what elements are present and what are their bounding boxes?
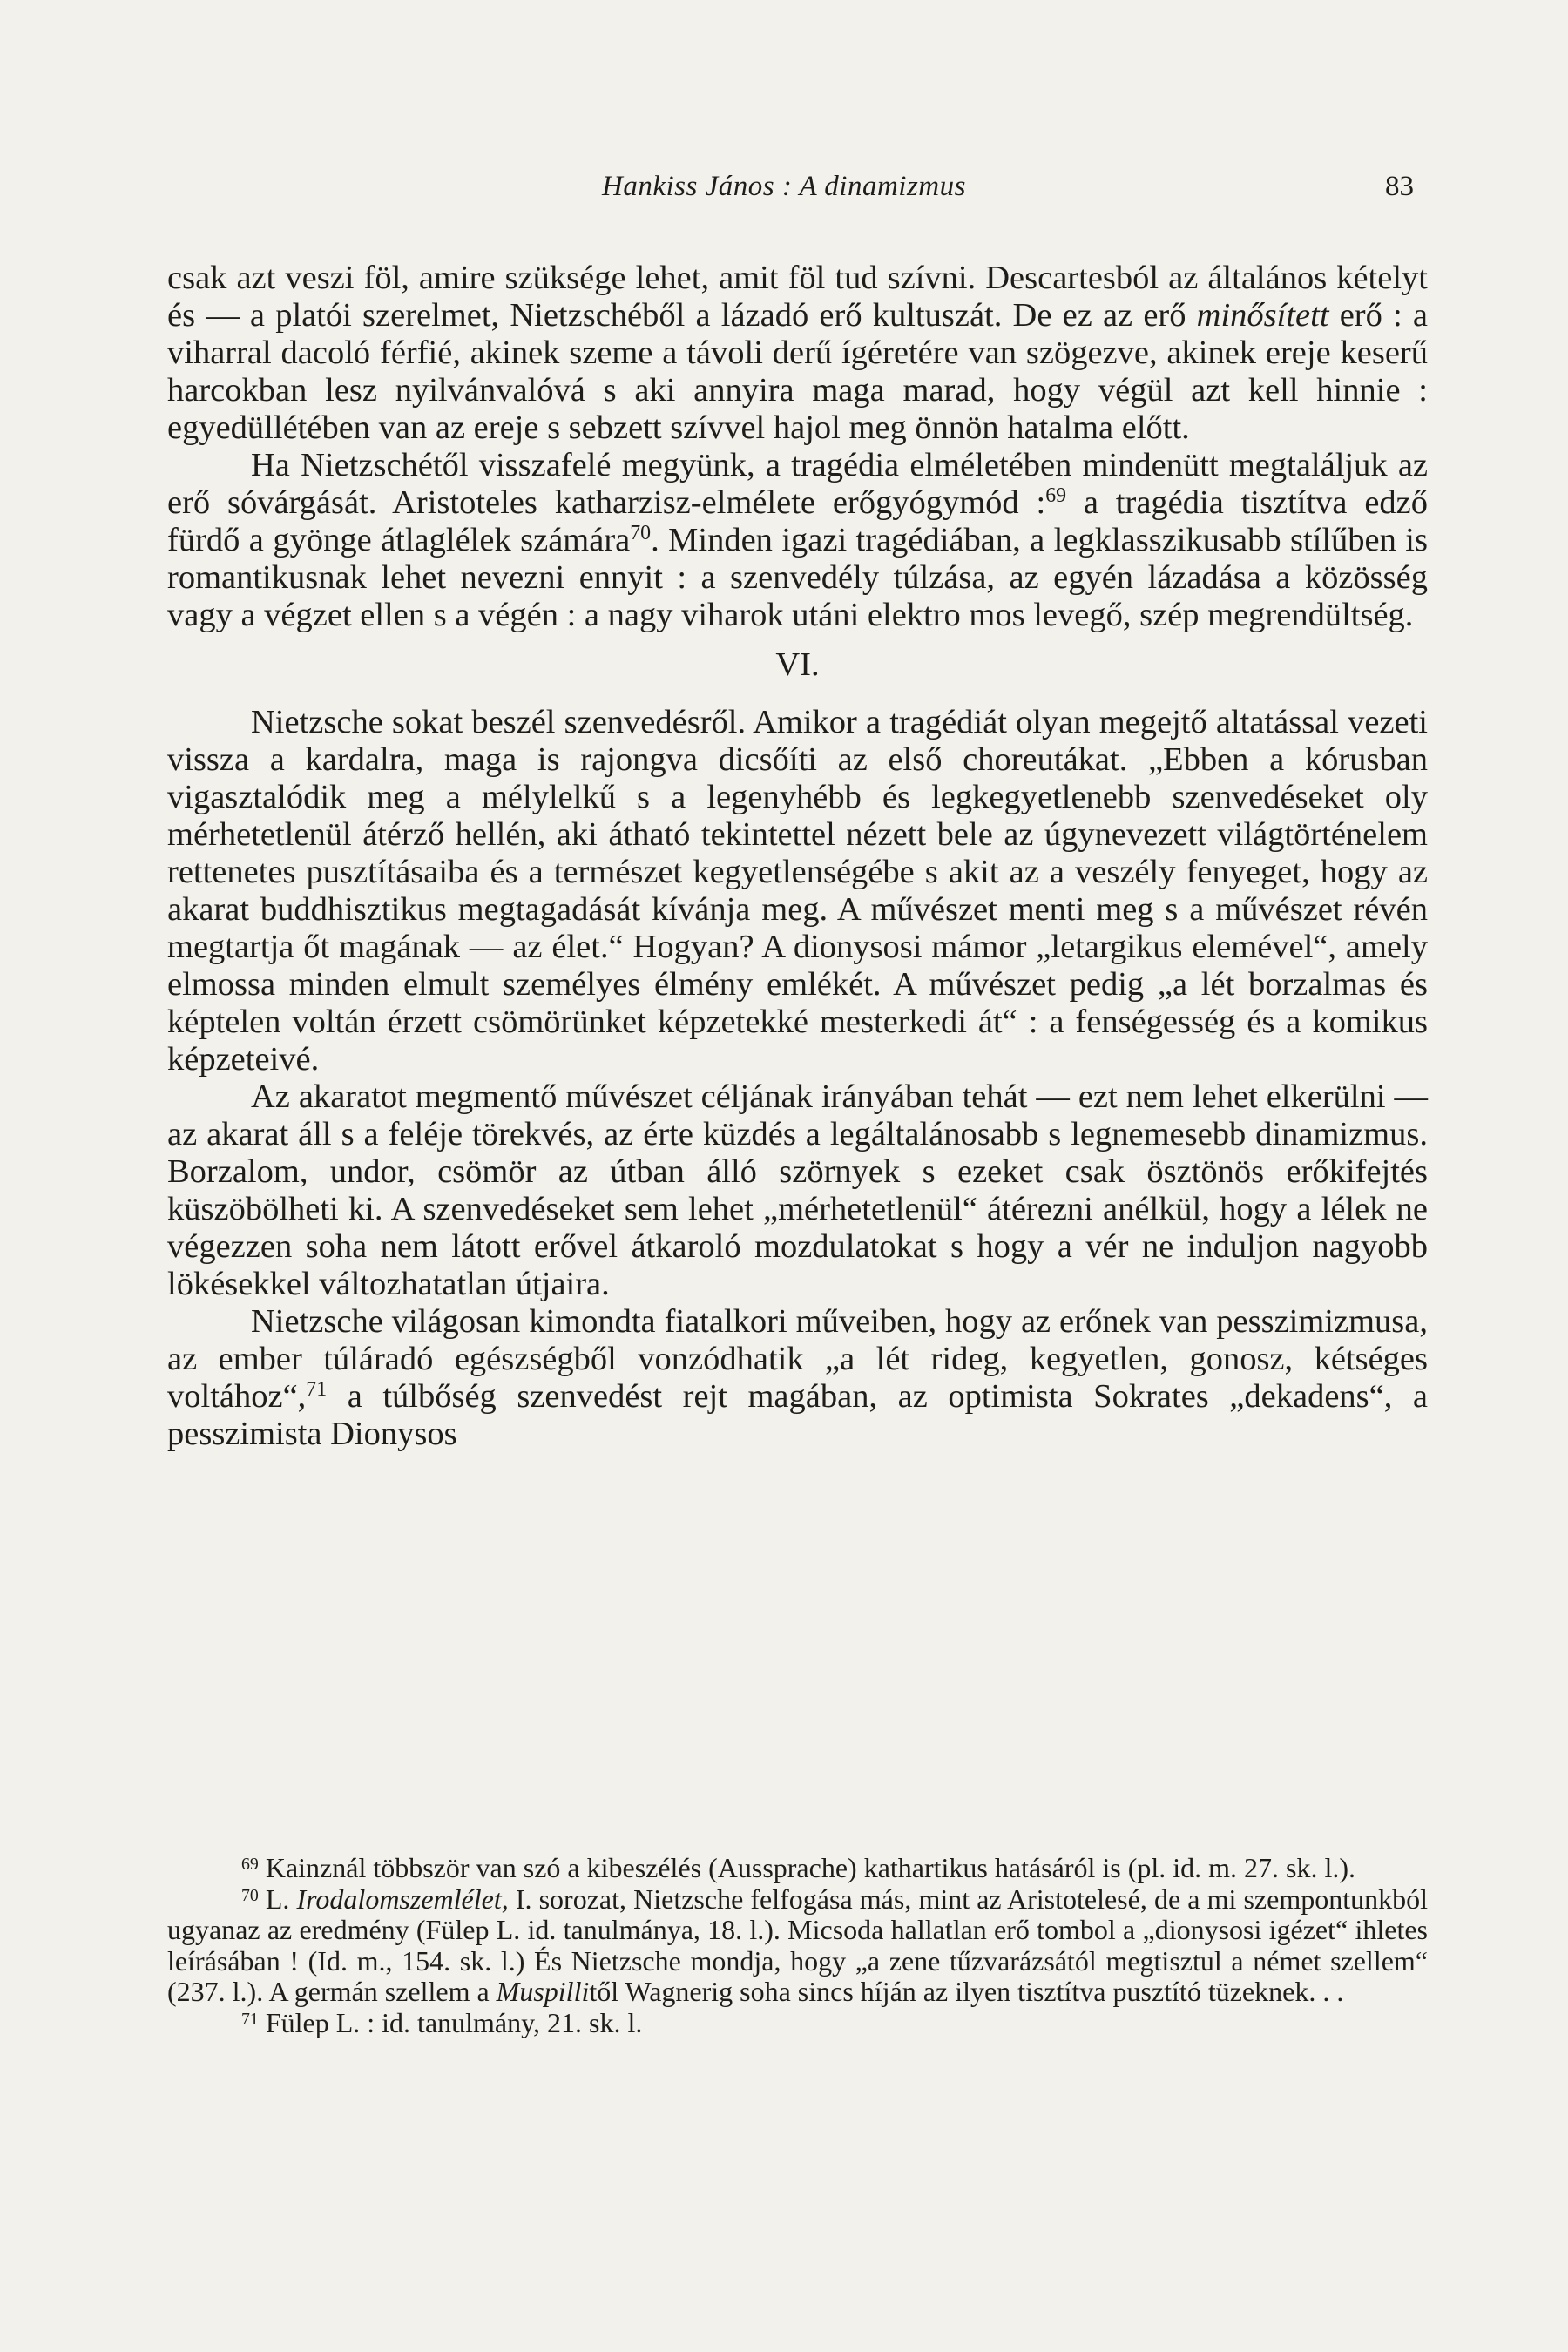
footnote-ref: 71 — [306, 1377, 328, 1401]
paragraph: Nietzsche világosan kimondta fiatalkori műveiben, hogy az erőnek van pesszimizmusa, az ember túláradó egészségből vonzódhatik „a lét rideg, kegyetlen, gonosz, kétséges voltához“,$^{71}$ a túlbőség szenvedést rejt magában, az optimista Sokrates „dekadens“, a pesszimista Dionysos — [167, 1303, 1428, 1452]
footnote: $^{71}$ Fülep L. : id. tanulmány, 21. sk. l. — [241, 2006, 643, 2038]
section-heading: VI. — [775, 646, 820, 683]
emphasis: Irodalomszemlélet, — [296, 1882, 509, 1915]
footnote: $^{70}$ L. Irodalomszemlélet, I. sorozat, Nietzsche felfogása más, mint az Aristotelesé, de a mi szempontunkból ugyanaz az eredmény (Fülep L. id. tanulmánya, 18. l.). Micsoda hallatlan erő tombol a „dionysosi igézet“ ihletes leírásában ! (Id. m., 154. sk. l.) És Nietzsche mondja, hogy „a zene tűzvarázsától megtisztul a német szellem“ (237. l.). A germán szellem a Muspillitől Wagnerig soha sincs híján az ilyen tisztítva pusztító tüzeknek. . . — [167, 1882, 1429, 2007]
emphasis: Muspilli — [496, 1976, 590, 2007]
footnote-number: 69 — [241, 1855, 259, 1875]
footnote-ref: 70 — [630, 521, 652, 544]
footnote-number: 70 — [241, 1885, 259, 1905]
paragraph: Nietzsche sokat beszél szenvedésről. Amikor a tragédiát olyan megejtő altatással vezeti vissza a kardalra, maga is rajongva dicsőíti az első choreutákat. „Ebben a kórusban vigasztalódik meg a mélylelkű s a legenyhébb és legkegyetlenebb szenvedéseket oly mérhetetlenül átérző hellén, aki átható tekintettel nézett bele az úgynevezett világtörténelem rettenetes pusztításaiba és a természet kegyetlenségébe s akit az a veszély fenyeget, hogy az akarat buddhisztikus megtagadását kívánja meg. A művészet menti meg s a művészet révén megtartja őt magának — az élet.“ Hogyan? A dionysosi mámor „letargikus elemével“, amely elmossa minden elmult személyes élmény emlékét. A művészet pedig „a lét borzalmas és képtelen voltán érzett csömörünket képzetekké mesterkedi át“ : a fenségesség és a komikus képzeteivé. — [167, 704, 1428, 1078]
running-title: Hankiss János : A dinamizmus — [602, 171, 966, 202]
page-number: 83 — [1385, 171, 1414, 202]
footnote: $^{69}$ Kainznál többször van szó a kibeszélés (Aussprache) kathartikus hatásáról is (pl. id. m. 27. sk. l.). — [241, 1852, 1356, 1883]
emphasis: minősített — [1196, 297, 1329, 334]
footnote-number: 71 — [241, 2009, 259, 2029]
body-text — [167, 260, 1428, 1453]
paragraph: Az akaratot megmentő művészet céljának irányában tehát — ezt nem lehet elkerülni — az akarat áll s a feléje törekvés, az érte küzdés a legáltalánosabb s legnemesebb dinamizmus. Borzalom, undor, csömör az útban álló szörnyek s ezeket csak ösztönös erőkifejtés küszöbölheti ki. A szenvedéseket sem lehet „mérhetetlenül“ átérezni anélkül, hogy a lélek ne végezzen soha nem látott erővel átkaroló mozdulatokat s hogy a vér ne induljon nagyobb lökésekkel változhatatlan útjaira. — [167, 1078, 1428, 1302]
paragraph: Ha Nietzschétől visszafelé megyünk, a tragédia elméletében mindenütt megtaláljuk az erő sóvárgását. Aristoteles katharzisz-elmélete erőgyógymód :$^{69}$ a tragédia tisztítva edző fürdő a gyönge átlaglélek számára$^{70}$. Minden igazi tragédiában, a legklasszikusabb stílűben is romantikusnak lehet nevezni ennyit : a szenvedély túlzása, az egyén lázadása a közösség vagy a végzet ellen s a végén : a nagy viharok utáni elektro mos levegő, szép megrendültség. — [167, 447, 1428, 633]
page-header — [0, 171, 1568, 209]
footnotes — [167, 1853, 1428, 2038]
paragraph: csak azt veszi föl, amire szüksége lehet, amit föl tud szívni. Descartesból az általános kételyt és — a platói szerelmet, Nietzschéből a lázadó erő kultuszát. De ez az erő minősített erő : a viharral dacoló férfié, akinek szeme a távoli derű ígéretére van szögezve, akinek ereje keserű harcokban lesz nyilvánvalóvá s aki annyira maga marad, hogy végül azt kell hinnie : egyedüllétében van az ereje s sebzett szívvel hajol meg önnön hatalma előtt. — [167, 260, 1428, 446]
footnote-ref: 69 — [1045, 483, 1067, 507]
